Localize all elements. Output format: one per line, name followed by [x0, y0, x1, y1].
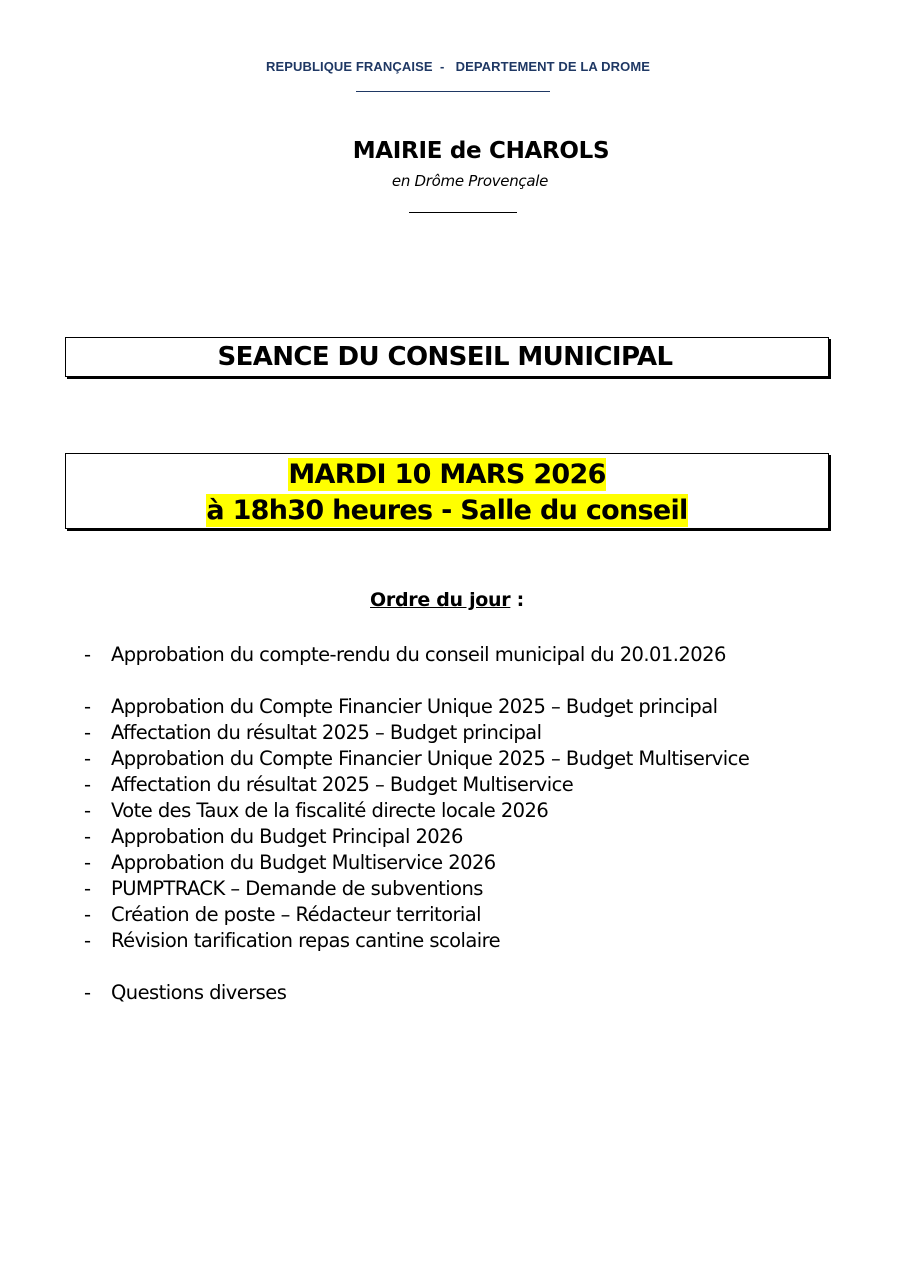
agenda-item-text: Approbation du compte-rendu du conseil municipal du 20.01.2026	[111, 643, 726, 666]
bullet-dash: -	[84, 877, 91, 900]
seance-box	[65, 337, 829, 377]
agenda-item-text: Affectation du résultat 2025 – Budget Multiservice	[111, 773, 574, 796]
bullet-dash: -	[84, 721, 91, 744]
bullet-dash: -	[84, 825, 91, 848]
agenda-item	[84, 694, 884, 720]
meeting-time-line	[66, 493, 828, 532]
meeting-date-line	[66, 457, 828, 496]
agenda-item-text: Création de poste – Rédacteur territorial	[111, 903, 482, 926]
agenda-item-text: Approbation du Budget Principal 2026	[111, 825, 463, 848]
republique-header: REPUBLIQUE FRANÇAISE - DEPARTEMENT DE LA DROME	[265, 59, 651, 74]
agenda-item	[84, 876, 884, 902]
mairie-title: MAIRIE de CHAROLS	[352, 138, 610, 164]
mairie-subtitle: en Drôme Provençale	[391, 172, 549, 190]
seance-title: SEANCE DU CONSEIL MUNICIPAL	[217, 342, 673, 372]
agenda-item	[84, 824, 884, 850]
bullet-dash: -	[84, 695, 91, 718]
agenda-item	[84, 850, 884, 876]
agenda-item-text: Affectation du résultat 2025 – Budget principal	[111, 721, 542, 744]
bullet-dash: -	[84, 981, 91, 1004]
agenda-item	[84, 798, 884, 824]
header-divider	[356, 91, 550, 92]
agenda-item-text: Approbation du Compte Financier Unique 2025 – Budget Multiservice	[111, 747, 750, 770]
agenda-item-text: PUMPTRACK – Demande de subventions	[111, 877, 483, 900]
agenda-heading	[0, 589, 894, 611]
bullet-dash: -	[84, 747, 91, 770]
agenda-item-text: Révision tarification repas cantine scolaire	[111, 929, 501, 952]
bullet-dash: -	[84, 903, 91, 926]
meeting-date: MARDI 10 MARS 2026	[288, 459, 606, 490]
bullet-dash: -	[84, 851, 91, 874]
bullet-dash: -	[84, 799, 91, 822]
agenda-heading-colon: :	[510, 589, 524, 611]
agenda-item	[84, 720, 884, 746]
agenda-item-text: Vote des Taux de la fiscalité directe locale 2026	[111, 799, 549, 822]
meeting-box	[65, 453, 829, 529]
agenda-item	[84, 642, 884, 668]
title-divider	[409, 212, 517, 213]
agenda-item-text: Approbation du Budget Multiservice 2026	[111, 851, 496, 874]
bullet-dash: -	[84, 643, 91, 666]
agenda-item	[84, 746, 884, 772]
agenda-list	[84, 642, 884, 1006]
agenda-item-text: Approbation du Compte Financier Unique 2025 – Budget principal	[111, 695, 718, 718]
agenda-item-text: Questions diverses	[111, 981, 287, 1004]
agenda-item	[84, 902, 884, 928]
agenda-item	[84, 928, 884, 954]
agenda-item	[84, 980, 884, 1006]
bullet-dash: -	[84, 929, 91, 952]
meeting-time-place: à 18h30 heures - Salle du conseil	[206, 495, 688, 526]
agenda-heading-label: Ordre du jour	[370, 589, 511, 611]
bullet-dash: -	[84, 773, 91, 796]
agenda-item	[84, 772, 884, 798]
